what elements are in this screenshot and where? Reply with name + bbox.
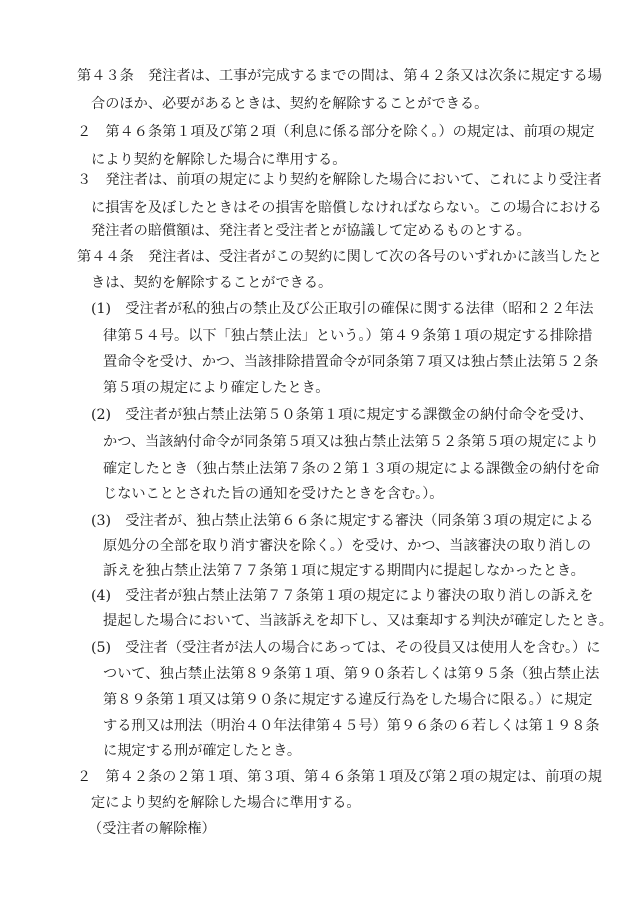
- article-44-item3-line2: 原処分の全部を取り消す審決を除く。）を受け、かつ、当該審決の取り消しの: [103, 538, 592, 554]
- article-44-item1-line1: (1) 受注者が私的独占の禁止及び公正取引の確保に関する法律（昭和２２年法: [91, 301, 594, 317]
- article-44-item5-line5: に規定する刑が確定したとき。: [103, 743, 302, 759]
- article-44-item2-line3: 確定したとき（独占禁止法第７条の２第１３項の規定による課徴金の納付を命: [103, 461, 600, 477]
- article-43-para2-line1: ２ 第４６条第１項及び第２項（利息に係る部分を除く。）の規定は、前項の規定: [77, 124, 595, 140]
- article-44-item5-line1: (5) 受注者（受注者が法人の場合にあっては、その役員又は使用人を含む。）に: [91, 640, 601, 656]
- article-43-para3-line3: 発注者の賠償額は、発注者と受注者とが協議して定めるものとする。: [91, 223, 531, 239]
- article-44-para2-line2: 定により契約を解除した場合に準用する。: [91, 795, 361, 811]
- article-44-item1-line2: 律第５４号。以下「独占禁止法」という。）第４９条第１項の規定する排除措: [103, 328, 593, 344]
- article-43-para3-line2: に損害を及ぼしたときはその損害を賠償しなければならない。この場合における: [91, 200, 602, 216]
- article-44-item4-line2: 提起した場合において、当該訴えを却下し、又は棄却する判決が確定したとき。: [103, 613, 613, 629]
- article-44-item3-line3: 訴えを独占禁止法第７７条第１項に規定する期間内に提起しなかったとき。: [103, 563, 585, 579]
- next-article-heading: （受注者の解除権）: [88, 821, 216, 837]
- article-44-item2-line4: じないこととされた旨の通知を受けたときを含む。）。: [103, 486, 444, 502]
- article-43-para1-line1: 第４３条 発注者は、工事が完成するまでの間は、第４２条又は次条に規定する場: [77, 68, 602, 84]
- article-43-para3-line1: ３ 発注者は、前項の規定により契約を解除した場合において、これにより受注者: [77, 172, 602, 188]
- article-44-item3-line1: (3) 受注者が、独占禁止法第６６条に規定する審決（同条第３項の規定による: [91, 513, 594, 529]
- article-44-para1-line1: 第４４条 発注者は、受注者がこの契約に関して次の各号のいずれかに該当したと: [77, 249, 602, 265]
- article-44-item1-line4: 第５項の規定により確定したとき。: [103, 380, 330, 396]
- article-43-para1-line2: 合のほか、必要があるときは、契約を解除することができる。: [91, 96, 489, 112]
- article-44-item1-line3: 置命令を受け、かつ、当該排除措置命令が同条第７項又は独占禁止法第５２条: [103, 354, 599, 370]
- article-44-item4-line1: (4) 受注者が独占禁止法第７７条第１項の規定により審決の取り消しの訴えを: [91, 588, 594, 604]
- article-44-item5-line3: 第８９条第１項又は第９０条に規定する違反行為をした場合に限る。）に規定: [103, 692, 593, 708]
- article-44-item2-line2: かつ、当該納付命令が同条第５項又は独占禁止法第５２条第５項の規定により: [103, 434, 599, 450]
- article-44-para2-line1: ２ 第４２条の２第１項、第３項、第４６条第１項及び第２項の規定は、前項の規: [77, 769, 602, 785]
- article-44-item5-line2: ついて、独占禁止法第８９条第１項、第９０条若しくは第９５条（独占禁止法: [103, 666, 600, 682]
- article-44-item2-line1: (2) 受注者が独占禁止法第５０条第１項に規定する課徴金の納付命令を受け、: [91, 407, 593, 423]
- article-43-para2-line2: により契約を解除した場合に準用する。: [91, 152, 347, 168]
- article-44-para1-line2: きは、契約を解除することができる。: [91, 275, 333, 291]
- article-44-item5-line4: する刑又は刑法（明治４０年法律第４５号）第９６条の６若しくは第１９８条: [103, 718, 600, 734]
